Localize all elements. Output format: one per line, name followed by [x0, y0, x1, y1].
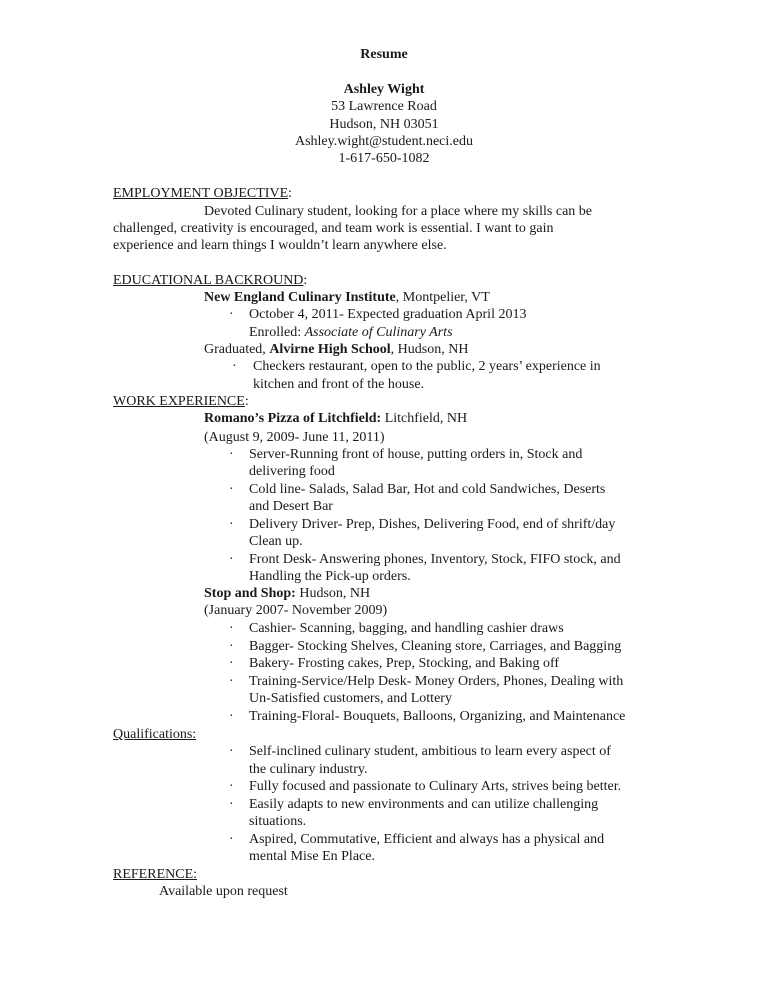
- job-1-name: Romano’s Pizza of Litchfield:: [204, 411, 382, 426]
- bullet: ·: [229, 674, 234, 689]
- qualification-1-line-2: the culinary industry.: [249, 762, 368, 777]
- school-1-name: New England Culinary Institute: [204, 290, 396, 305]
- job-1-bullet-3-line-1: Delivery Driver- Prep, Dishes, Delivering Food, end of shrift/day: [249, 517, 616, 532]
- job-2-location: Hudson, NH: [295, 586, 371, 601]
- bullet: ·: [229, 621, 234, 636]
- resume-title: Resume: [360, 47, 408, 62]
- school-2-prefix: Graduated,: [204, 342, 270, 357]
- job-1-bullet-2-line-1: Cold line- Salads, Salad Bar, Hot and cold Sandwiches, Deserts: [249, 482, 606, 497]
- school-1-bullet: October 4, 2011- Expected graduation April 2013: [249, 307, 527, 322]
- qualification-3-line-2: situations.: [249, 814, 307, 829]
- bullet: ·: [229, 482, 234, 497]
- objective-line-2: challenged, creativity is encouraged, and team work is essential. I want to gain: [113, 221, 554, 236]
- job-2-bullet-2: Bagger- Stocking Shelves, Cleaning store, Carriages, and Bagging: [249, 639, 622, 654]
- education-heading-colon: :: [303, 273, 308, 288]
- bullet: ·: [229, 552, 234, 567]
- work-heading-colon: :: [244, 394, 249, 409]
- bullet: ·: [229, 656, 234, 671]
- bullet: ·: [229, 639, 234, 654]
- qualification-1-line-1: Self-inclined culinary student, ambitious to learn every aspect of: [249, 744, 611, 759]
- bullet: ·: [229, 779, 234, 794]
- qualification-3-line-1: Easily adapts to new environments and can utilize challenging: [249, 797, 599, 812]
- work-heading: WORK EXPERIENCE: [113, 394, 245, 409]
- bullet: ·: [229, 447, 234, 462]
- phone-number: 1-617-650-1082: [338, 151, 430, 166]
- objective-line-3: experience and learn things I wouldn’t learn anywhere else.: [113, 238, 447, 253]
- objective-heading: EMPLOYMENT OBJECTIVE: [113, 186, 289, 201]
- job-1-bullet-2-line-2: and Desert Bar: [249, 499, 333, 514]
- objective-line-1: Devoted Culinary student, looking for a place where my skills can be: [204, 204, 593, 219]
- objective-heading-row: [113, 185, 292, 203]
- school-2-line: [204, 341, 468, 359]
- school-1-location: , Montpelier, VT: [395, 290, 490, 305]
- bullet: ·: [229, 307, 234, 322]
- qualification-4-line-1: Aspired, Commutative, Efficient and always has a physical and: [249, 832, 605, 847]
- job-1-dates: (August 9, 2009- June 11, 2011): [204, 430, 385, 445]
- bullet: ·: [229, 832, 234, 847]
- school-2-location: , Hudson, NH: [390, 342, 469, 357]
- bullet: ·: [229, 517, 234, 532]
- job-2-bullet-4-line-1: Training-Service/Help Desk- Money Orders, Phones, Dealing with: [249, 674, 624, 689]
- job-1-line: [204, 410, 467, 428]
- work-heading-row: [113, 393, 249, 411]
- reference-text: Available upon request: [159, 884, 288, 899]
- school-2-bullet-line-2: kitchen and front of the house.: [253, 377, 425, 392]
- city-state-zip: Hudson, NH 03051: [329, 117, 439, 132]
- bullet: ·: [232, 359, 237, 374]
- job-1-bullet-3-line-2: Clean up.: [249, 534, 303, 549]
- qualification-4-line-2: mental Mise En Place.: [249, 849, 375, 864]
- email-address: Ashley.wight@student.neci.edu: [294, 134, 473, 149]
- school-1-line: [204, 289, 490, 307]
- objective-heading-colon: :: [288, 186, 293, 201]
- bullet: ·: [229, 709, 234, 724]
- school-1-enrolled: [249, 324, 453, 342]
- degree-name: Associate of Culinary Arts: [304, 325, 453, 340]
- bullet: ·: [229, 797, 234, 812]
- reference-heading: REFERENCE:: [113, 867, 198, 882]
- job-2-dates: (January 2007- November 2009): [204, 603, 388, 618]
- qualifications-heading: Qualifications:: [113, 727, 197, 742]
- street-address: 53 Lawrence Road: [331, 99, 437, 114]
- job-1-bullet-1-line-2: delivering food: [249, 464, 335, 479]
- job-1-bullet-4-line-2: Handling the Pick-up orders.: [249, 569, 411, 584]
- school-2-bullet-line-1: Checkers restaurant, open to the public, 2 years’ experience in: [253, 359, 601, 374]
- candidate-name: Ashley Wight: [343, 82, 425, 97]
- bullet: ·: [229, 744, 234, 759]
- job-2-bullet-4-line-2: Un-Satisfied customers, and Lottery: [249, 691, 452, 706]
- job-1-location: Litchfield, NH: [381, 411, 468, 426]
- job-2-bullet-5: Training-Floral- Bouquets, Balloons, Organizing, and Maintenance: [249, 709, 626, 724]
- job-2-line: [204, 585, 370, 603]
- enrolled-label: Enrolled:: [249, 325, 305, 340]
- education-heading: EDUCATIONAL BACKROUND: [113, 273, 304, 288]
- job-2-bullet-1: Cashier- Scanning, bagging, and handling cashier draws: [249, 621, 564, 636]
- job-1-bullet-1-line-1: Server-Running front of house, putting orders in, Stock and: [249, 447, 583, 462]
- job-2-bullet-3: Bakery- Frosting cakes, Prep, Stocking, and Baking off: [249, 656, 560, 671]
- qualification-2: Fully focused and passionate to Culinary Arts, strives being better.: [249, 779, 622, 794]
- job-1-bullet-4-line-1: Front Desk- Answering phones, Inventory, Stock, FIFO stock, and: [249, 552, 621, 567]
- school-2-name: Alvirne High School: [269, 342, 391, 357]
- education-heading-row: [113, 272, 307, 290]
- job-2-name: Stop and Shop:: [204, 586, 296, 601]
